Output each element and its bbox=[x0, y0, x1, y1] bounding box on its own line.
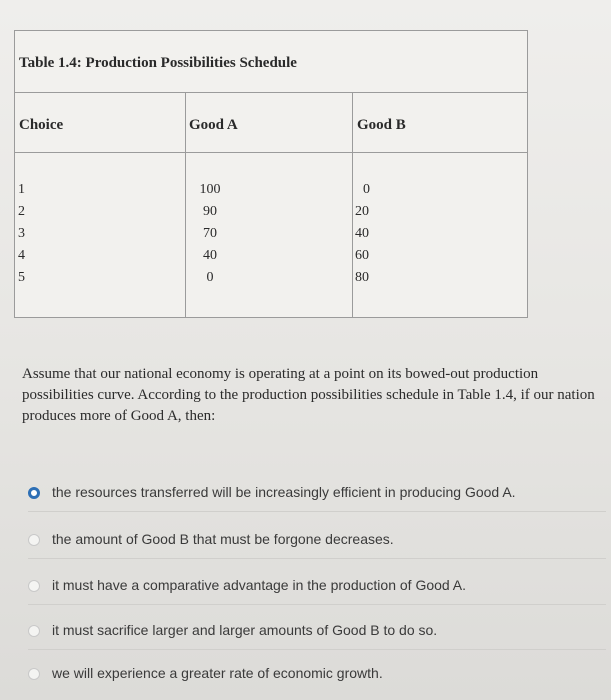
answer-option-2[interactable] bbox=[28, 528, 606, 559]
header-good-b: Good B bbox=[357, 117, 406, 133]
cell-good-a: 100 bbox=[199, 182, 221, 197]
radio-icon[interactable] bbox=[28, 580, 40, 592]
table-body bbox=[15, 153, 527, 317]
table-caption-row bbox=[15, 31, 527, 93]
cell-good-a: 0 bbox=[206, 270, 214, 285]
cell-good-b: 60 bbox=[355, 248, 369, 263]
answer-option-label: it must sacrifice larger and larger amounts of Good B to do so. bbox=[52, 622, 438, 638]
answer-option-3[interactable] bbox=[28, 574, 606, 605]
answer-option-label: it must have a comparative advantage in the production of Good A. bbox=[52, 577, 467, 593]
radio-icon[interactable] bbox=[28, 668, 40, 680]
cell-choice: 4 bbox=[18, 248, 25, 263]
cell-good-a: 40 bbox=[203, 248, 217, 263]
radio-selected-icon[interactable] bbox=[28, 487, 40, 499]
answer-option-5[interactable] bbox=[28, 662, 606, 692]
cell-good-b: 80 bbox=[355, 270, 369, 285]
cell-good-b: 40 bbox=[355, 226, 369, 241]
question-text: Assume that our national economy is operating at a point on its bowed-out production possibilities curve. According to the production possibilities schedule in Table 1.4, if our nation produces more of Good A, then: bbox=[22, 366, 595, 424]
answer-option-1[interactable] bbox=[28, 481, 606, 512]
cell-good-a: 70 bbox=[203, 226, 217, 241]
cell-choice: 5 bbox=[18, 270, 25, 285]
cell-good-a: 90 bbox=[203, 204, 217, 219]
table-caption: Table 1.4: Production Possibilities Schedule bbox=[19, 55, 297, 71]
answer-option-label: the resources transferred will be increasingly efficient in producing Good A. bbox=[52, 484, 516, 500]
header-choice: Choice bbox=[19, 117, 64, 133]
answer-option-4[interactable] bbox=[28, 619, 606, 650]
cell-choice: 1 bbox=[18, 182, 25, 197]
table-header-row bbox=[15, 93, 527, 153]
radio-icon[interactable] bbox=[28, 534, 40, 546]
cell-good-b: 0 bbox=[363, 182, 370, 197]
cell-choice: 2 bbox=[18, 204, 25, 219]
answer-option-label: we will experience a greater rate of economic growth. bbox=[52, 665, 383, 681]
answer-option-label: the amount of Good B that must be forgone decreases. bbox=[52, 531, 394, 547]
cell-choice: 3 bbox=[18, 226, 25, 241]
radio-icon[interactable] bbox=[28, 625, 40, 637]
header-good-a: Good A bbox=[189, 117, 238, 133]
production-schedule-table bbox=[14, 30, 528, 318]
cell-good-b: 20 bbox=[355, 204, 369, 219]
